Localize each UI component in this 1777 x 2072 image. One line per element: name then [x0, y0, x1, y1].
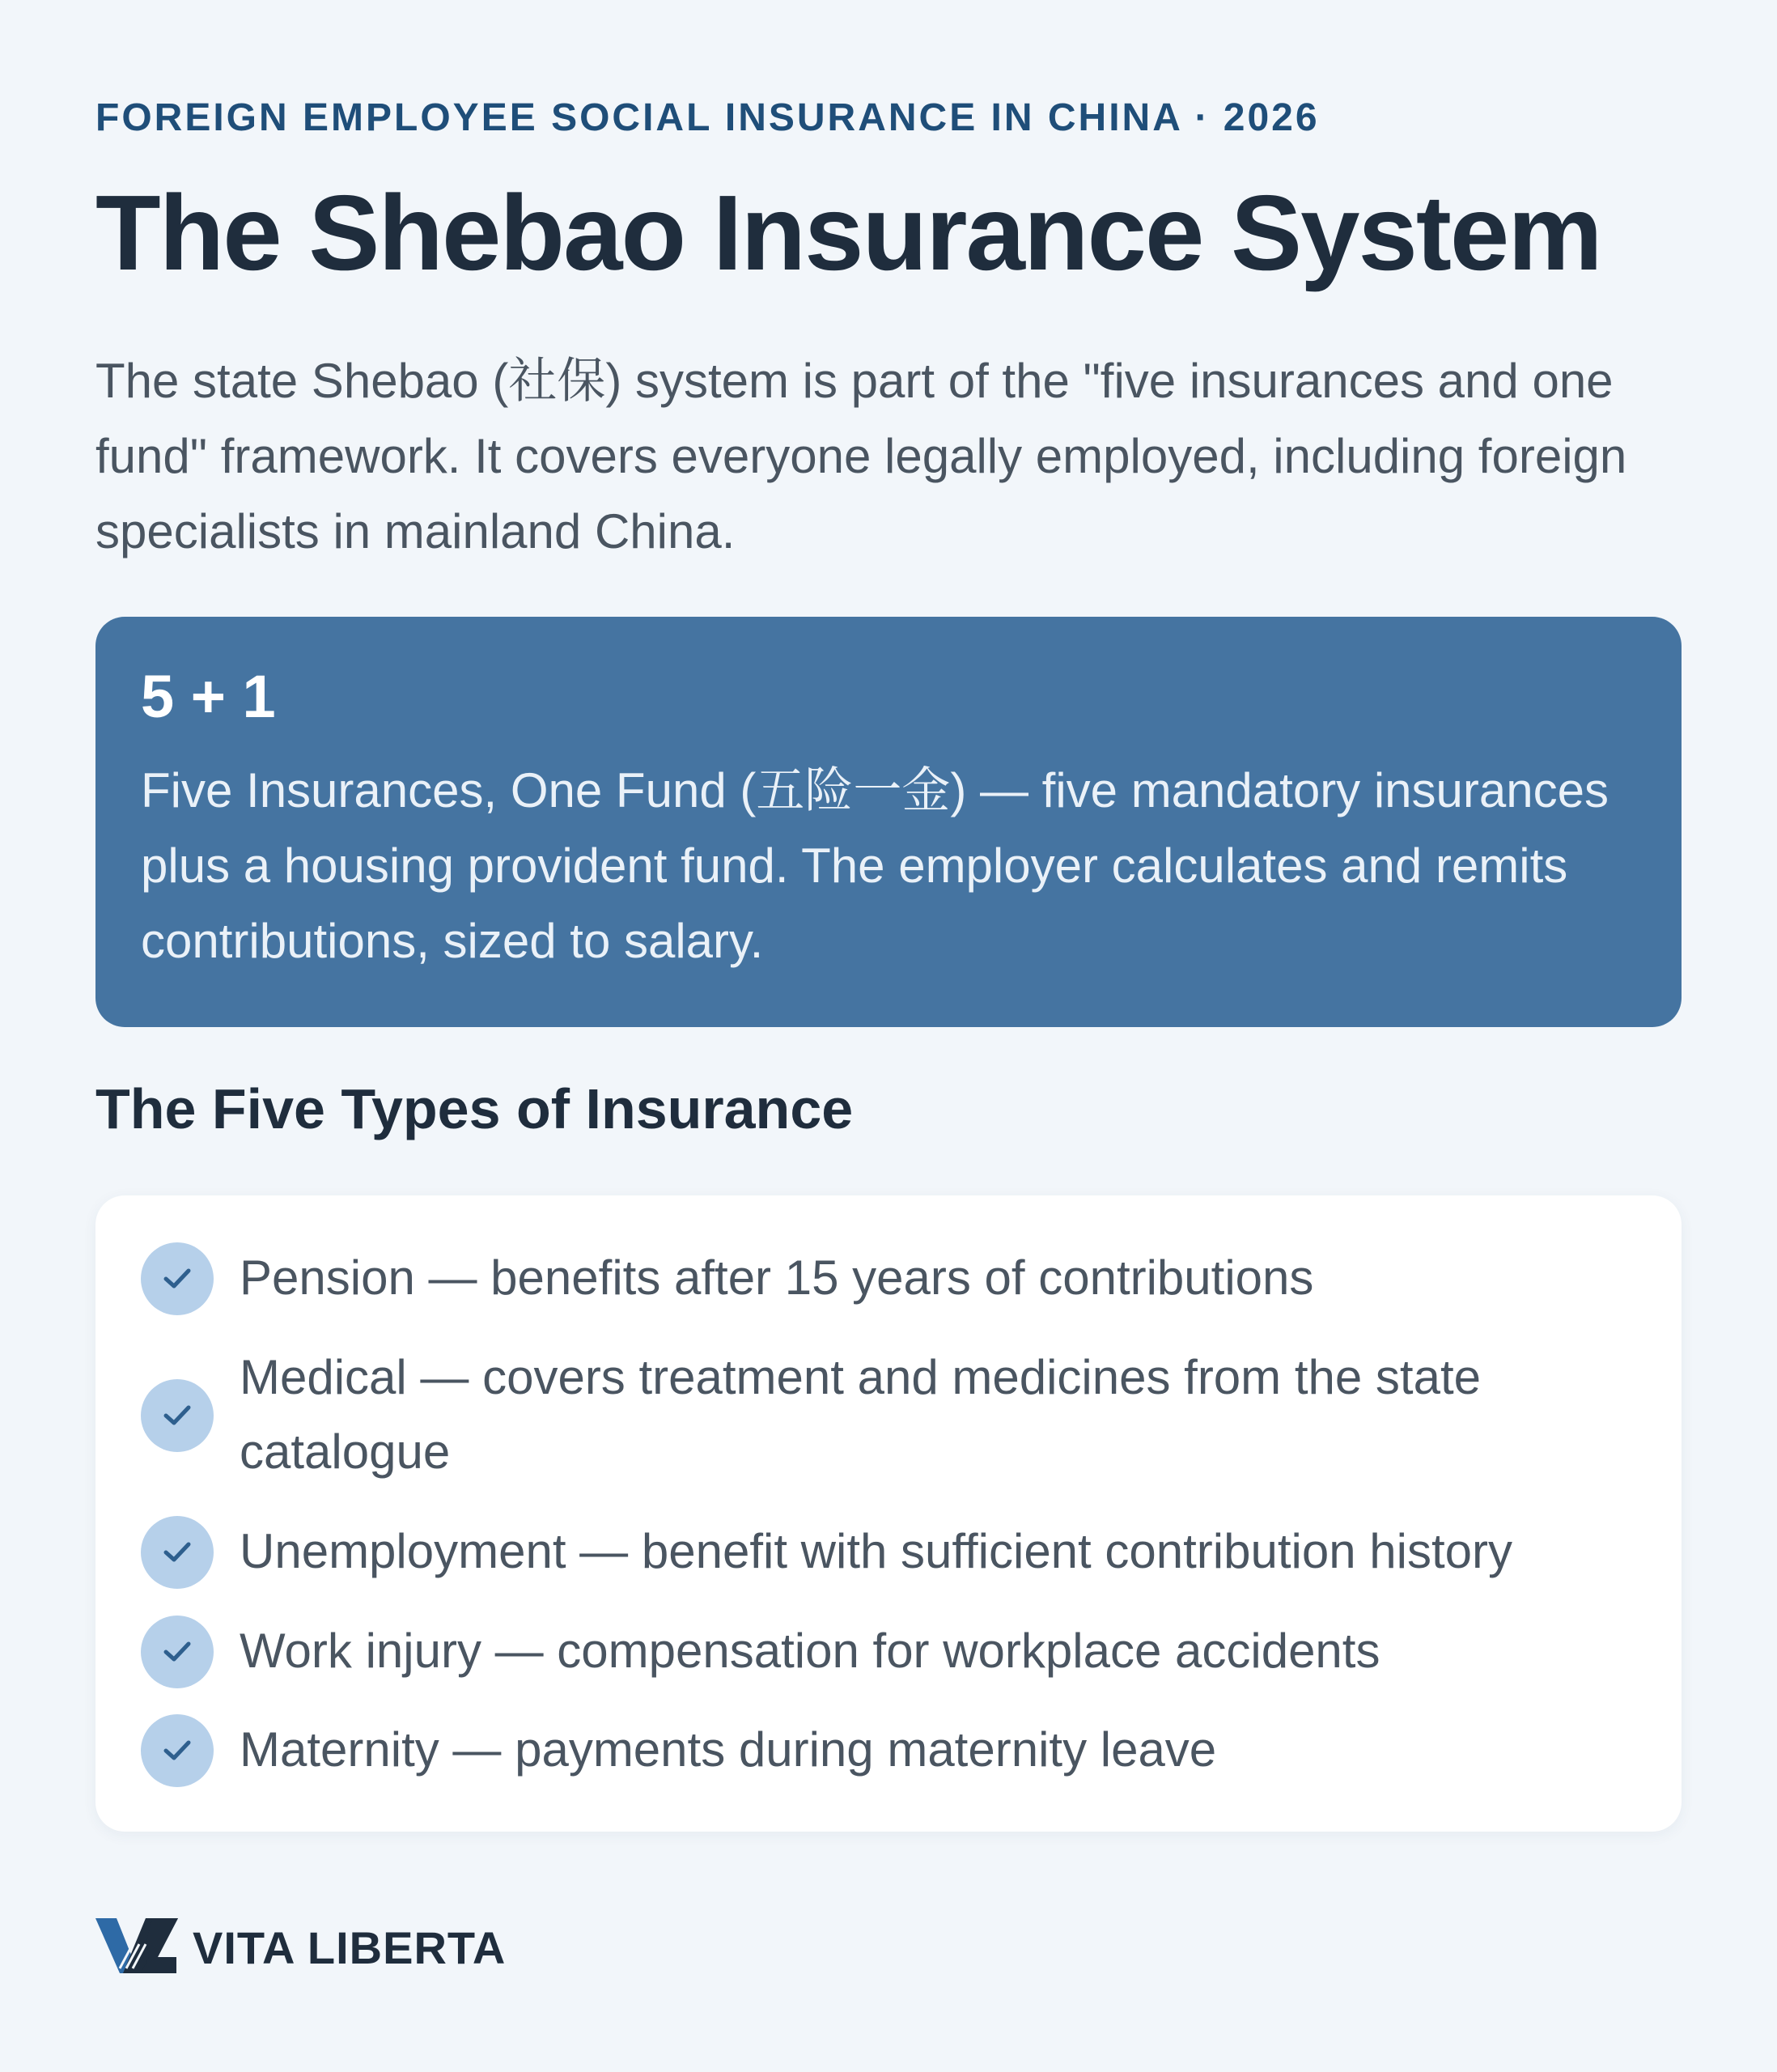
check-icon	[141, 1242, 214, 1315]
list-item-text: Maternity — payments during maternity leave	[240, 1722, 1217, 1777]
vita-liberta-logo-icon	[95, 1917, 178, 1975]
five-plus-one-callout	[95, 617, 1682, 1027]
check-icon	[141, 1516, 214, 1589]
list-item-text: Unemployment — benefit with sufficient contribution history	[240, 1524, 1512, 1578]
list-item-text: Pension — benefits after 15 years of contributions	[240, 1250, 1314, 1305]
callout-title: 5 + 1	[141, 663, 276, 730]
check-icon	[141, 1616, 214, 1688]
list-item-text: Work injury — compensation for workplace accidents	[240, 1624, 1380, 1678]
callout-body: Five Insurances, One Fund (五险一金) — five mandatory insurances plus a housing provident fund. The employer calculates and remits contributions, sized to salary.	[141, 763, 1609, 968]
intro-paragraph: The state Shebao (社保) system is part of the "five insurances and one fund" framework. It covers everyone legally employed, including foreign specialists in mainland China.	[95, 354, 1627, 558]
check-icon	[141, 1714, 214, 1787]
insurance-list	[95, 1195, 1682, 1832]
page-title: The Shebao Insurance System	[95, 173, 1601, 292]
check-icon	[141, 1379, 214, 1452]
section-heading: The Five Types of Insurance	[95, 1077, 854, 1140]
list-item-text: Medical — covers treatment and medicines from the state catalogue	[240, 1350, 1481, 1479]
eyebrow-label: FOREIGN EMPLOYEE SOCIAL INSURANCE IN CHINA · 2026	[95, 96, 1320, 139]
brand-name: VITA LIBERTA	[193, 1922, 507, 1973]
